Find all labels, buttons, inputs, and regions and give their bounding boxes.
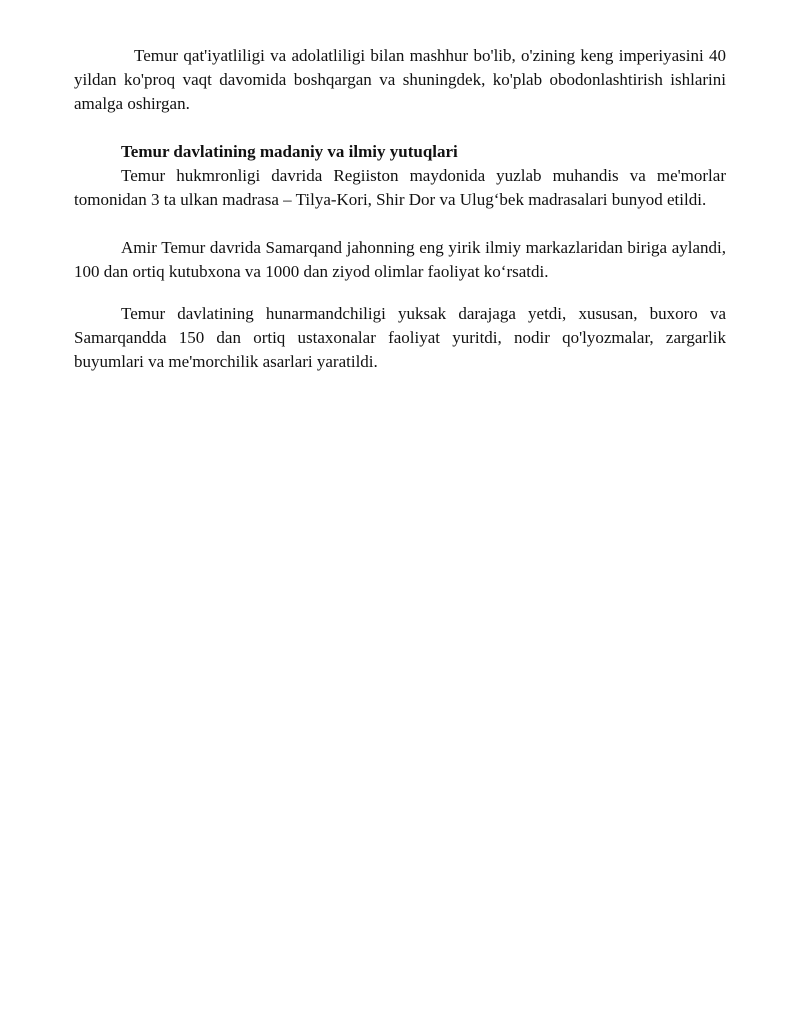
samarkand-paragraph: Amir Temur davrida Samarqand jahonning eng yirik ilmiy markazlaridan biriga aylandi, 100 dan ortiq kutubxona va 1000 dan ziyod olimlar faoliyat ko‘rsatdi. <box>74 238 726 281</box>
crafts-paragraph: Temur davlatining hunarmandchiligi yuksak darajaga yetdi, xususan, buxoro va Samarqandda 150 dan ortiq ustaxonalar faoliyat yuritdi, nodir qo'lyozmalar, zargarlik buyumlari va me'morchilik asarlari yaratildi. <box>74 304 726 371</box>
intro-paragraph: Temur qat'iyatliligi va adolatliligi bilan mashhur bo'lib, o'zining keng imperiyasini 40 yildan ko'proq vaqt davomida boshqargan va shuningdek, ko'plab obodonlashtirish ishlarini amalga oshirgan. <box>74 46 726 113</box>
registan-paragraph: Temur hukmronligi davrida Regiiston maydonida yuzlab muhandis va me'morlar tomonidan 3 ta ulkan madrasa – Tilya-Kori, Shir Dor va Ulug‘bek madrasalari bunyod etildi. <box>74 166 726 209</box>
document-body <box>74 44 726 374</box>
section-heading: Temur davlatining madaniy va ilmiy yutuqlari <box>121 142 458 161</box>
